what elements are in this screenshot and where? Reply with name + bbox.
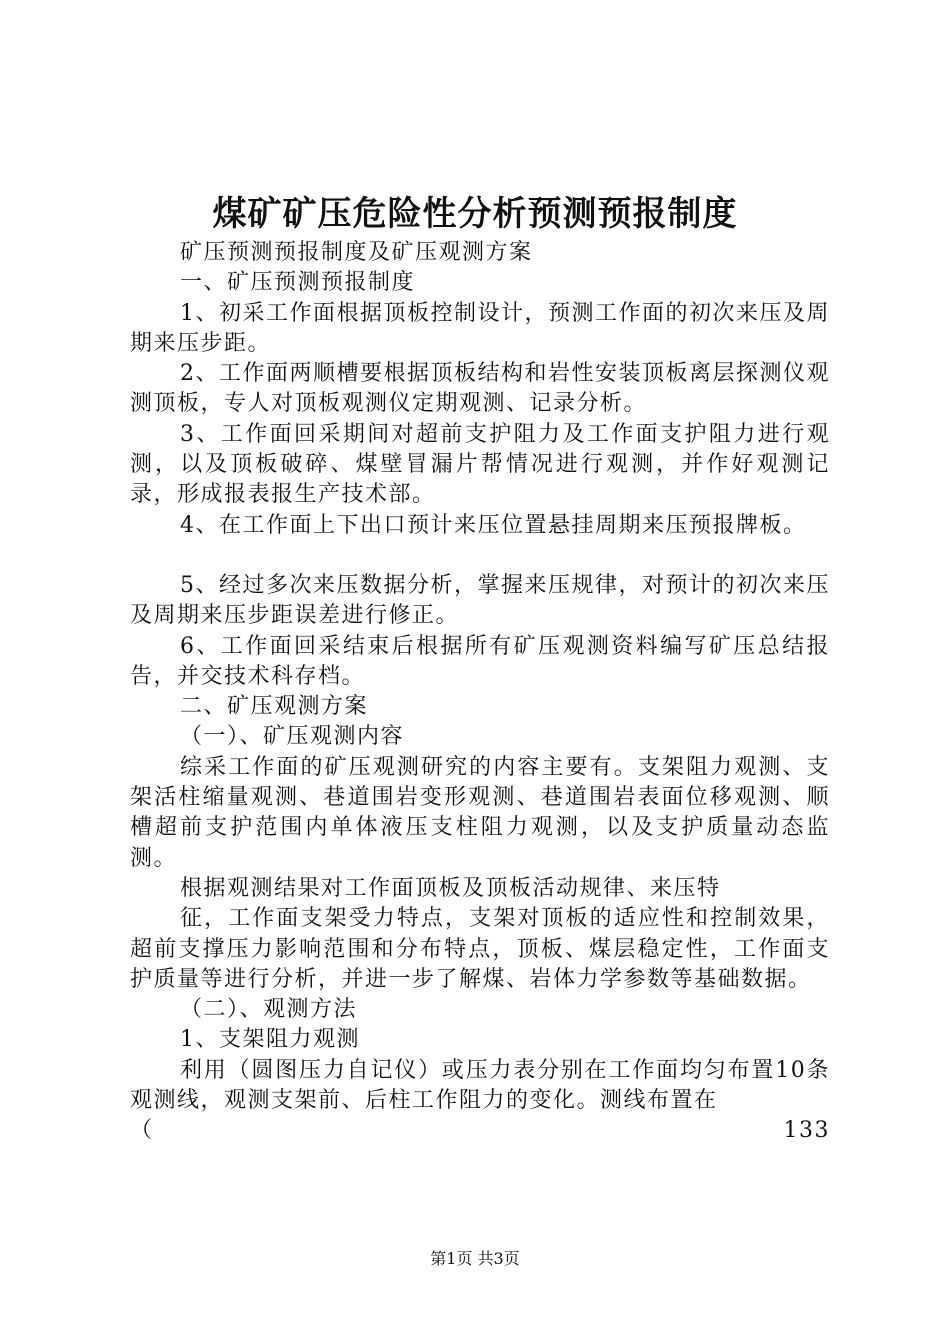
item-heading: 1、支架阻力观测 [180, 1027, 360, 1053]
section-heading: 二、矿压观测方案 [180, 694, 369, 720]
paragraph: 根据观测结果对工作面顶板及顶板活动规律、来压特 [180, 875, 721, 901]
paragraph: 矿压预测预报制度及矿压观测方案 [180, 240, 533, 265]
paragraph: 5、经过多次来压数据分析，掌握来压规律，对预计的初次来压及周期来压步距误差进行修正。 [130, 572, 830, 629]
section-heading: 一、矿压预测预报制度 [180, 270, 416, 296]
paragraph: 3、工作面回采期间对超前支护阻力及工作面支护阻力进行观测，以及顶板破碎、煤壁冒漏片帮情况进行观测，并作好观测记录，形成报表报生产技术部。 [130, 421, 830, 508]
subsection-heading: （一）、矿压观测内容 [180, 724, 405, 750]
blank-line [130, 541, 830, 571]
trailing-number: 133 [783, 1118, 830, 1144]
subsection-heading: （二）、观测方法 [180, 997, 358, 1023]
paragraph: 2、工作面两顺槽要根据顶板结构和岩性安装顶板离层探测仪观测顶板，专人对顶板观测仪定期观测、记录分析。 [130, 361, 830, 417]
page-footer: 第1页 共3页 [430, 1249, 520, 1268]
paragraph: 1、初采工作面根据顶板控制设计，预测工作面的初次来压及周期来压步距。 [130, 300, 830, 356]
document-title: 煤矿矿压危险性分析预测预报制度 [212, 194, 738, 234]
paragraph: 4、在工作面上下出口预计来压位置悬挂周期来压预报牌板。 [180, 512, 807, 538]
paragraph: 6、工作面回采结束后根据所有矿压观测资料编写矿压总结报告，并交技术科存档。 [130, 633, 830, 689]
paragraph: 综采工作面的矿压观测研究的内容主要有。支架阻力观测、支架活柱缩量观测、巷道围岩变形观测、巷道围岩表面位移观测、顺槽超前支护范围内单体液压支柱阻力观测，以及支护质量动态监测。 [130, 754, 830, 871]
paragraph-continuation [130, 1116, 830, 1146]
document-body [130, 238, 830, 1147]
paragraph: 征，工作面支架受力特点，支架对顶板的适应性和控制效果，超前支撑压力影响范围和分布特点，顶板、煤层稳定性，工作面支护质量等进行分析，并进一步了解煤、岩体力学参数等基础数据。 [130, 906, 830, 992]
open-paren: （ [130, 1118, 154, 1144]
paragraph: 利用（圆图压力自记仪）或压力表分别在工作面均匀布置10条观测线，观测支架前、后柱工作阻力的变化。测线布置在 [130, 1057, 830, 1114]
